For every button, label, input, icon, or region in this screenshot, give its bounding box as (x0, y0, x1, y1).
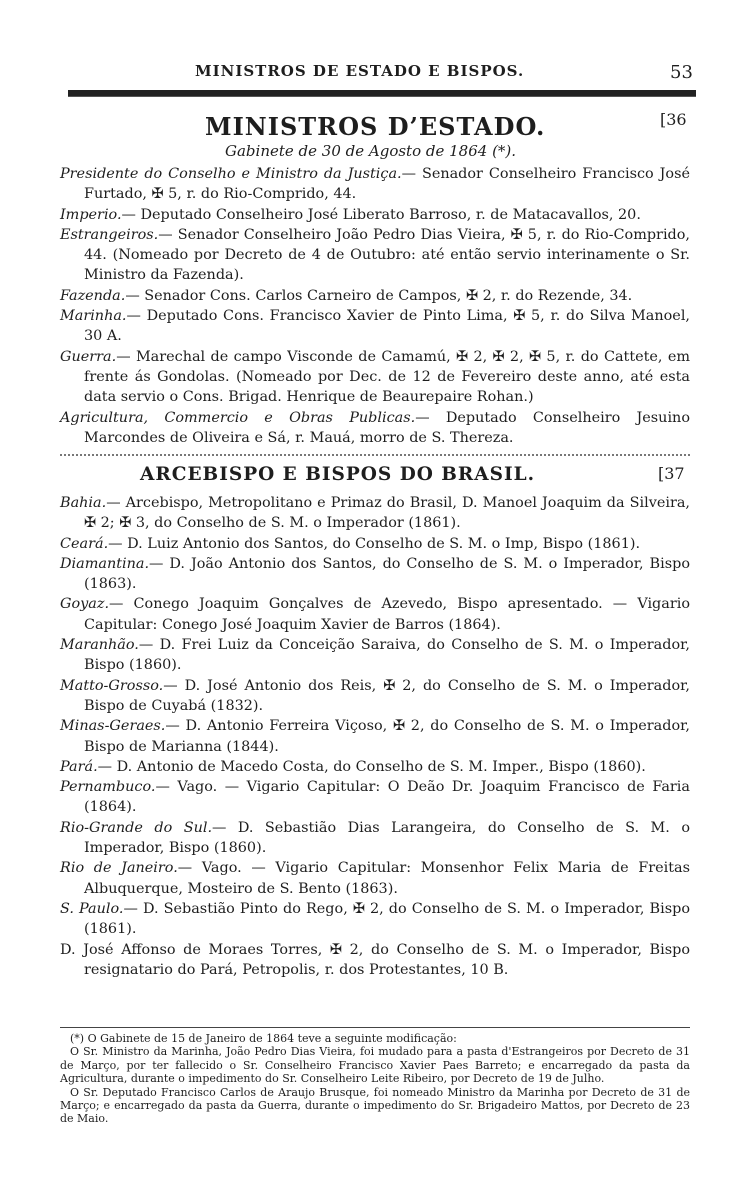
header-rule (68, 90, 696, 97)
bishops-heading: ARCEBISPO E BISPOS DO BRASIL. (140, 464, 536, 485)
running-head (0, 62, 747, 86)
bishops-section-number: [37 (658, 464, 685, 483)
diocese-entry: Pernambuco.— Vago. — Vigario Capitular: O Deão Dr. Joaquim Francisco de Faria (1864). (60, 779, 690, 816)
resigned-bishop-entry: D. José Affonso de Moraes Torres, ✠ 2, do Conselho de S. M. o Imperador, Bispo resignatario do Pará, Petropolis, r. dos Protestantes, 10 B. (60, 941, 690, 978)
diocese-entry: Pará.— D. Antonio de Macedo Costa, do Conselho de S. M. Imper., Bispo (1860). (60, 758, 646, 775)
diocese-entry: Ceará.— D. Luiz Antonio dos Santos, do Conselho de S. M. o Imp, Bispo (1861). (60, 535, 641, 552)
footnote-rule (60, 1027, 690, 1028)
minister-entry: Estrangeiros.— Senador Conselheiro João Pedro Dias Vieira, ✠ 5, r. do Rio-Comprido, 44. (Nomeado por Decreto de 4 de Outubro: até então servio interinamente o Sr. Ministro da Fazenda). (60, 226, 690, 284)
diocese-entry: Rio de Janeiro.— Vago. — Vigario Capitular: Monsenhor Felix Maria de Freitas Albuquerque, Mosteiro de S. Bento (1863). (60, 860, 690, 897)
footnote: O Sr. Ministro da Marinha, João Pedro Dias Vieira, foi mudado para a pasta d'Estrangeiros por Decreto de 31 de Março, por ter fallecido o Sr. Conselheiro Francisco Xavier Paes Barreto; e encarregado da pasta da Agricultura, durante o impedimento do Sr. Conselheiro Leite Ribeiro, por Decreto de 19 de Julho. (60, 1045, 690, 1086)
diocese-entry: S. Paulo.— D. Sebastião Pinto do Rego, ✠ 2, do Conselho de S. M. o Imperador, Bispo (1861). (60, 900, 690, 938)
ministers-section-number: [36 (660, 110, 687, 129)
minister-entry: Imperio.— Deputado Conselheiro José Liberato Barroso, r. de Matacavallos, 20. (60, 206, 641, 223)
diocese-entry: Rio-Grande do Sul.— D. Sebastião Dias Larangeira, do Conselho de S. M. o Imperador, Bispo (1860). (60, 819, 690, 857)
minister-entry: Agricultura, Commercio e Obras Publicas.— Deputado Conselheiro Jesuino Marcondes de Oliveira e Sá, r. Mauá, morro de S. Thereza. (60, 409, 690, 446)
diocese-entry: Diamantina.— D. João Antonio dos Santos, do Conselho de S. M. o Imperador, Bispo (1863). (60, 555, 690, 593)
footnote: (*) O Gabinete de 15 de Janeiro de 1864 teve a seguinte modificação: (70, 1032, 457, 1045)
section-divider (60, 454, 690, 456)
diocese-entry: Goyaz.— Conego Joaquim Gonçalves de Azevedo, Bispo apresentado. — Vigario Capitular: Conego José Joaquim Xavier de Barros (1864). (60, 596, 690, 633)
minister-entry: Marinha.— Deputado Cons. Francisco Xavier de Pinto Lima, ✠ 5, r. do Silva Manoel, 30 A. (60, 308, 690, 345)
ministers-list (60, 164, 690, 448)
minister-entry: Fazenda.— Senador Cons. Carlos Carneiro de Campos, ✠ 2, r. do Rezende, 34. (60, 287, 633, 304)
cabinet-date: Gabinete de 30 de Agosto de 1864 (*). (225, 142, 517, 160)
running-title: MINISTROS DE ESTADO E BISPOS. (195, 62, 525, 80)
diocese-entry: Matto-Grosso.— D. José Antonio dos Reis, ✠ 2, do Conselho de S. M. o Imperador, Bispo de Cuyabá (1832). (60, 677, 690, 714)
diocese-entry: Minas-Geraes.— D. Antonio Ferreira Viçoso, ✠ 2, do Conselho de S. M. o Imperador, Bispo de Marianna (1844). (60, 718, 690, 755)
minister-entry: Guerra.— Marechal de campo Visconde de Camamú, ✠ 2, ✠ 2, ✠ 5, r. do Cattete, em frente ás Gondolas. (Nomeado por Dec. de 12 de Fevereiro deste anno, até esta data servio o Cons. Brigad. Henrique de Beaurepaire Rohan.) (60, 348, 690, 406)
diocese-entry: Bahia.— Arcebispo, Metropolitano e Primaz do Brasil, D. Manoel Joaquim da Silveira, ✠ 2; ✠ 3, do Conselho de S. M. o Imperador (1861). (60, 495, 690, 532)
page-number: 53 (670, 62, 693, 83)
minister-entry: Presidente do Conselho e Ministro da Justiça.— Senador Conselheiro Francisco José Furtado, ✠ 5, r. do Rio-Comprido, 44. (60, 166, 690, 203)
bishops-list (60, 493, 690, 980)
diocese-entry: Maranhão.— D. Frei Luiz da Conceição Saraiva, do Conselho de S. M. o Imperador, Bispo (1860). (60, 637, 690, 674)
ministers-heading: MINISTROS D’ESTADO. (205, 112, 546, 141)
footnotes (60, 1032, 690, 1126)
footnote: O Sr. Deputado Francisco Carlos de Araujo Brusque, foi nomeado Ministro da Marinha por Decreto de 31 de Março; e encarregado da pasta da Guerra, durante o impedimento do Sr. Brigadeiro Mattos, por Decreto de 23 de Maio. (60, 1085, 690, 1126)
